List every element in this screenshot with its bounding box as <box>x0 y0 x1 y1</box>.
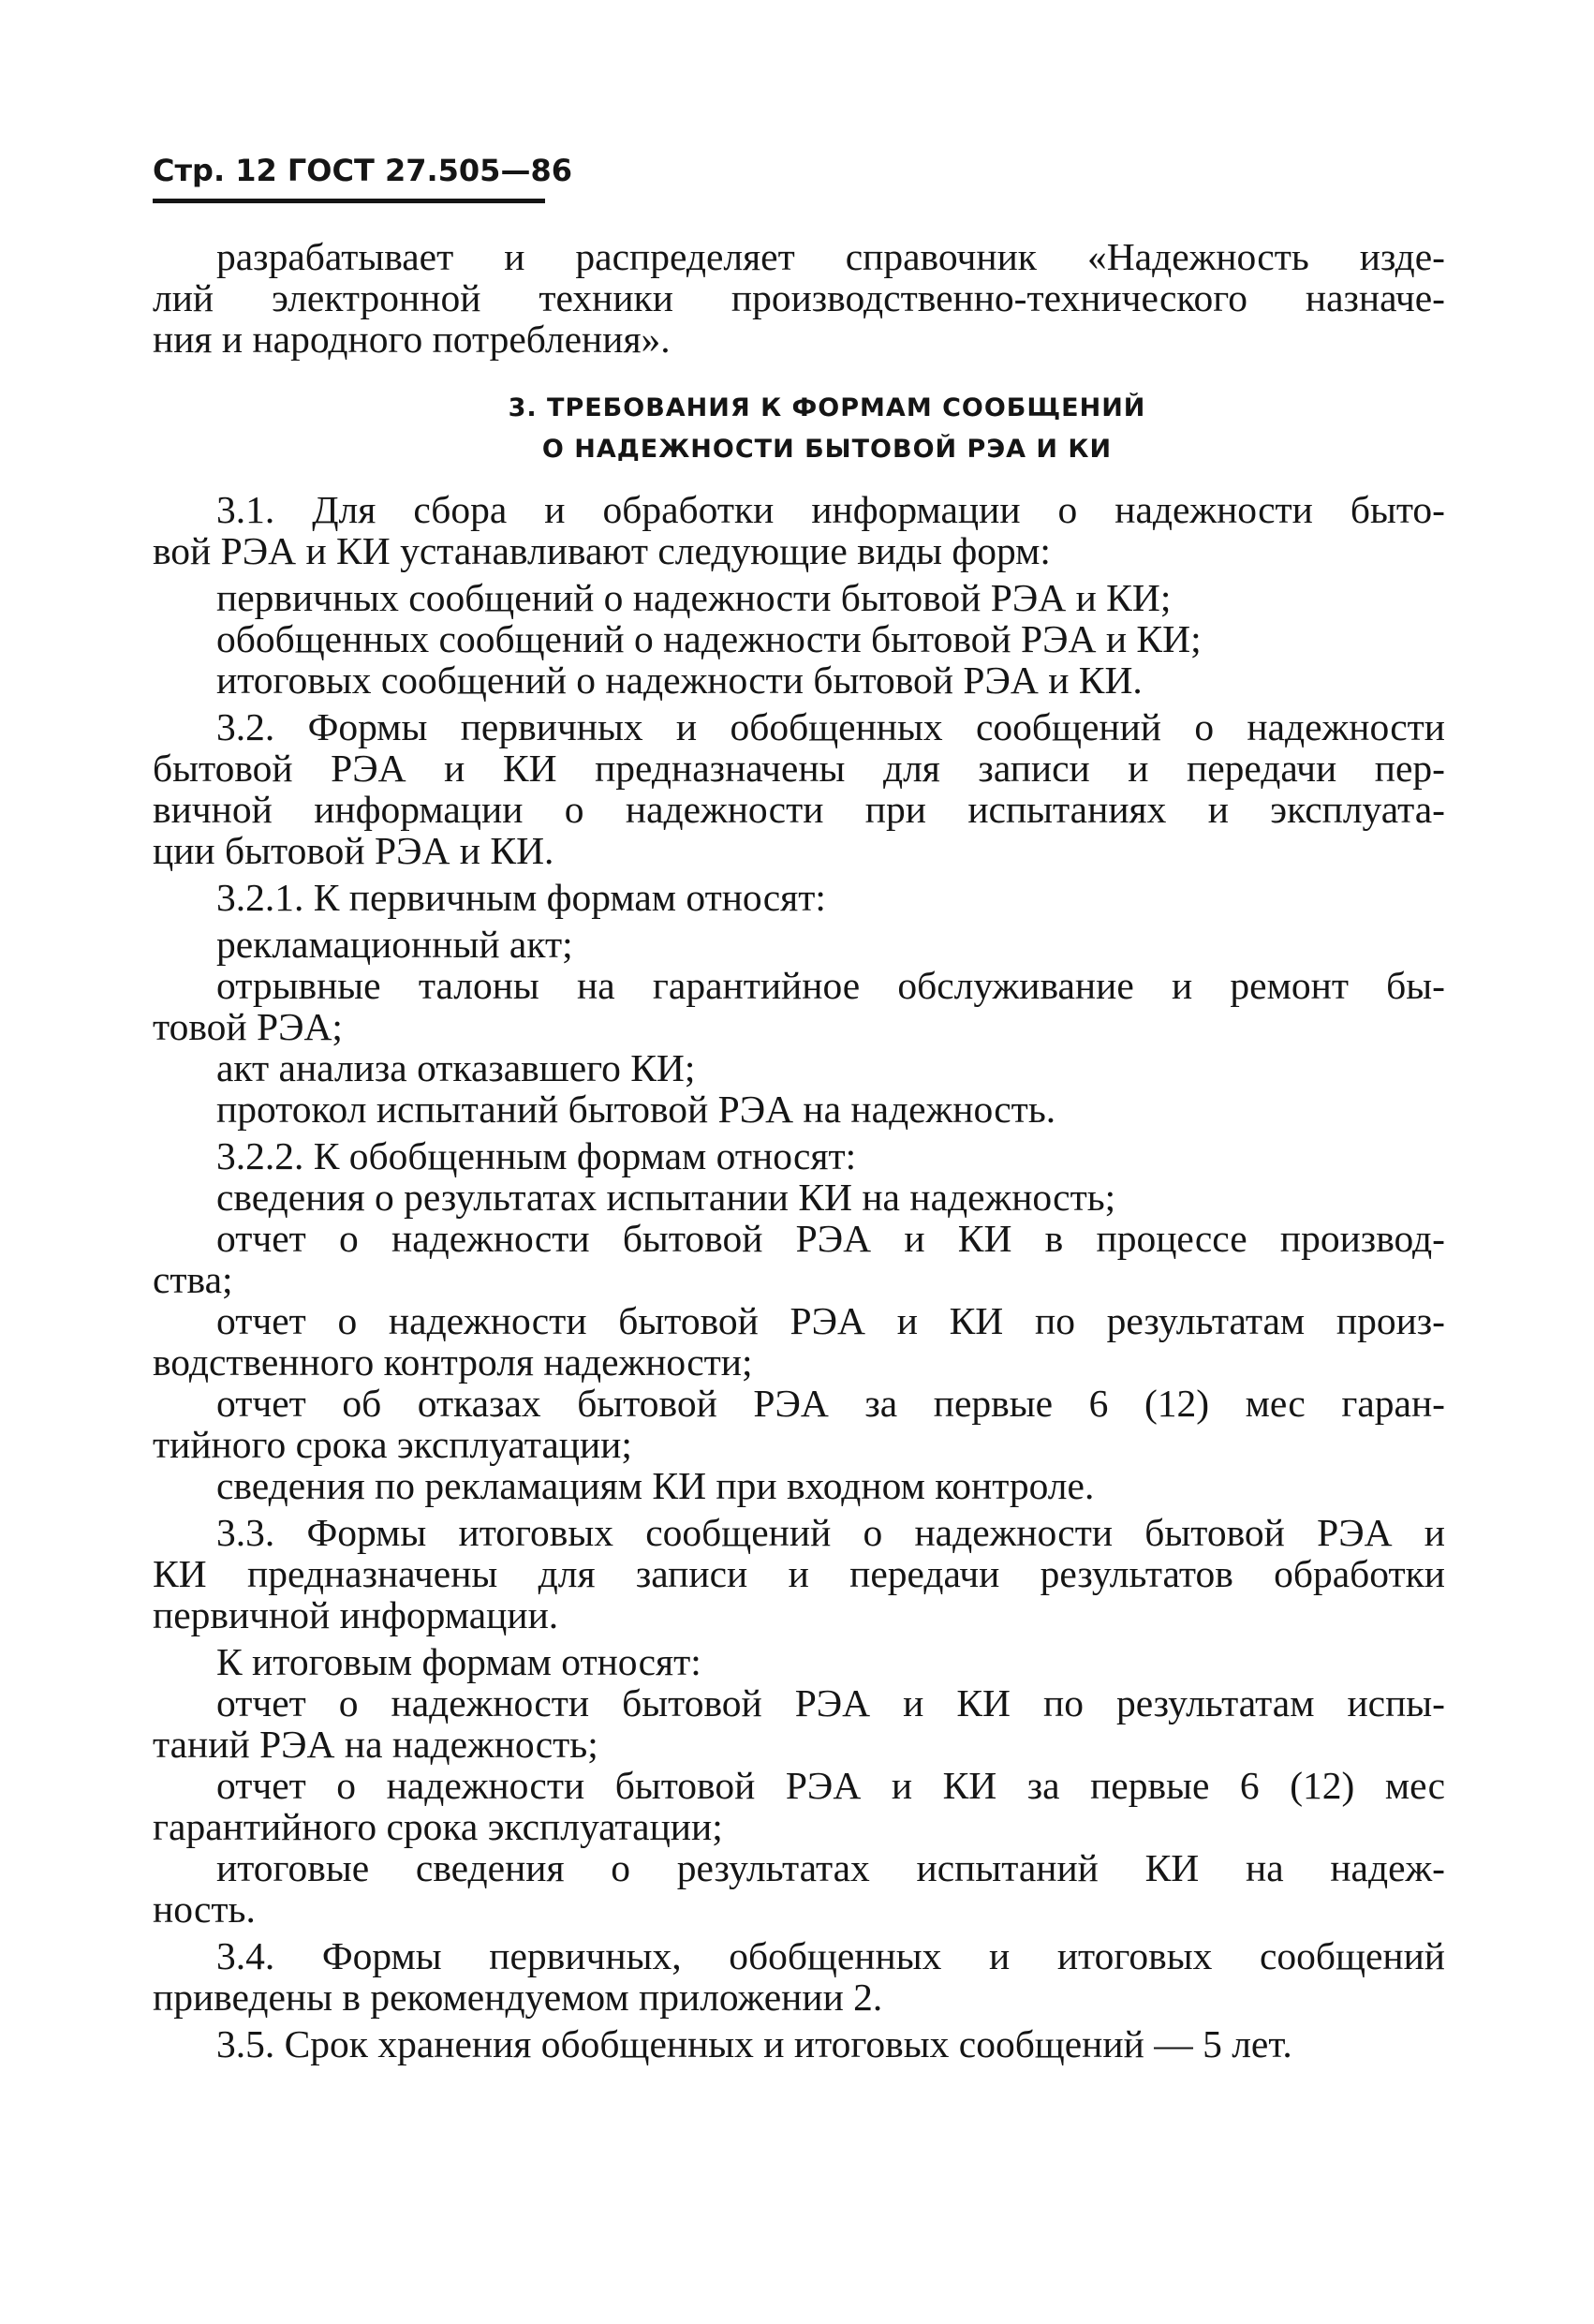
text-line: отчет об отказах бытовой РЭА за первые 6 (12) мес гаран- <box>216 1382 1445 1425</box>
text-line: отрывные талоны на гарантийное обслуживание и ремонт бы- <box>216 964 1445 1007</box>
text-line: ния и народного потребления». <box>153 318 671 361</box>
section-heading-line2: О НАДЕЖНОСТИ БЫТОВОЙ РЭА И КИ <box>541 435 1113 464</box>
text-line: товой РЭА; <box>153 1005 343 1048</box>
text-line: ность. <box>153 1887 256 1931</box>
text-line: вичной информации о надежности при испытаниях и эксплуата- <box>153 788 1445 831</box>
text-line: 3.2.1. К первичным формам относят: <box>216 876 826 919</box>
text-line: отчет о надежности бытовой РЭА и КИ за первые 6 (12) мес <box>216 1764 1445 1807</box>
text-line: лий электронной техники производственно-технического назначе- <box>153 276 1445 319</box>
section-heading-line1: 3. ТРЕБОВАНИЯ К ФОРМАМ СООБЩЕНИЙ <box>508 393 1146 422</box>
text-line: 3.4. Формы первичных, обобщенных и итоговых сообщений <box>216 1934 1445 1977</box>
text-line: отчет о надежности бытовой РЭА и КИ по результатам испы- <box>216 1681 1445 1724</box>
text-line: разрабатывает и распределяет справочник «Надежность изде- <box>216 235 1445 278</box>
text-line: 3.2. Формы первичных и обобщенных сообщений о надежности <box>216 705 1445 748</box>
text-line: сведения по рекламациям КИ при входном контроле. <box>216 1464 1095 1507</box>
text-line: отчет о надежности бытовой РЭА и КИ по результатам произ- <box>216 1299 1445 1342</box>
text-line: таний РЭА на надежность; <box>153 1723 598 1766</box>
text-line: итоговые сведения о результатах испытаний КИ на надеж- <box>216 1846 1445 1889</box>
document-body <box>153 236 1445 2065</box>
text-line: приведены в рекомендуемом приложении 2. <box>153 1976 883 2019</box>
text-line: К итоговым формам относят: <box>216 1640 701 1683</box>
text-line: обобщенных сообщений о надежности бытовой РЭА и КИ; <box>216 617 1202 660</box>
text-line: рекламационный акт; <box>216 923 573 966</box>
text-line: 3.5. Срок хранения обобщенных и итоговых сообщений — 5 лет. <box>216 2022 1292 2065</box>
text-line: гарантийного срока эксплуатации; <box>153 1805 723 1848</box>
text-line: тийного срока эксплуатации; <box>153 1423 632 1466</box>
text-line: сведения о результатах испытании КИ на надежность; <box>216 1176 1116 1219</box>
text-line: 3.3. Формы итоговых сообщений о надежности бытовой РЭА и <box>216 1511 1445 1554</box>
text-line: ции бытовой РЭА и КИ. <box>153 829 554 872</box>
text-line: 3.1. Для сбора и обработки информации о надежности быто- <box>216 488 1445 531</box>
text-line: вой РЭА и КИ устанавливают следующие виды форм: <box>153 529 1051 572</box>
text-line: ства; <box>153 1258 233 1301</box>
text-line: первичных сообщений о надежности бытовой РЭА и КИ; <box>216 576 1172 619</box>
text-line: акт анализа отказавшего КИ; <box>216 1046 696 1089</box>
text-line: КИ предназначены для записи и передачи результатов обработки <box>153 1552 1445 1595</box>
header-rule <box>153 199 545 203</box>
text-line: бытовой РЭА и КИ предназначены для записи и передачи пер- <box>153 747 1445 790</box>
text-line: протокол испытаний бытовой РЭА на надежность. <box>216 1088 1056 1131</box>
text-line: итоговых сообщений о надежности бытовой РЭА и КИ. <box>216 659 1143 702</box>
text-line: 3.2.2. К обобщенным формам относят: <box>216 1134 857 1177</box>
text-line: отчет о надежности бытовой РЭА и КИ в процессе производ- <box>216 1217 1445 1260</box>
text-line: водственного контроля надежности; <box>153 1340 753 1384</box>
text-line: первичной информации. <box>153 1593 559 1636</box>
page-header: Стр. 12 ГОСТ 27.505—86 <box>153 153 572 188</box>
